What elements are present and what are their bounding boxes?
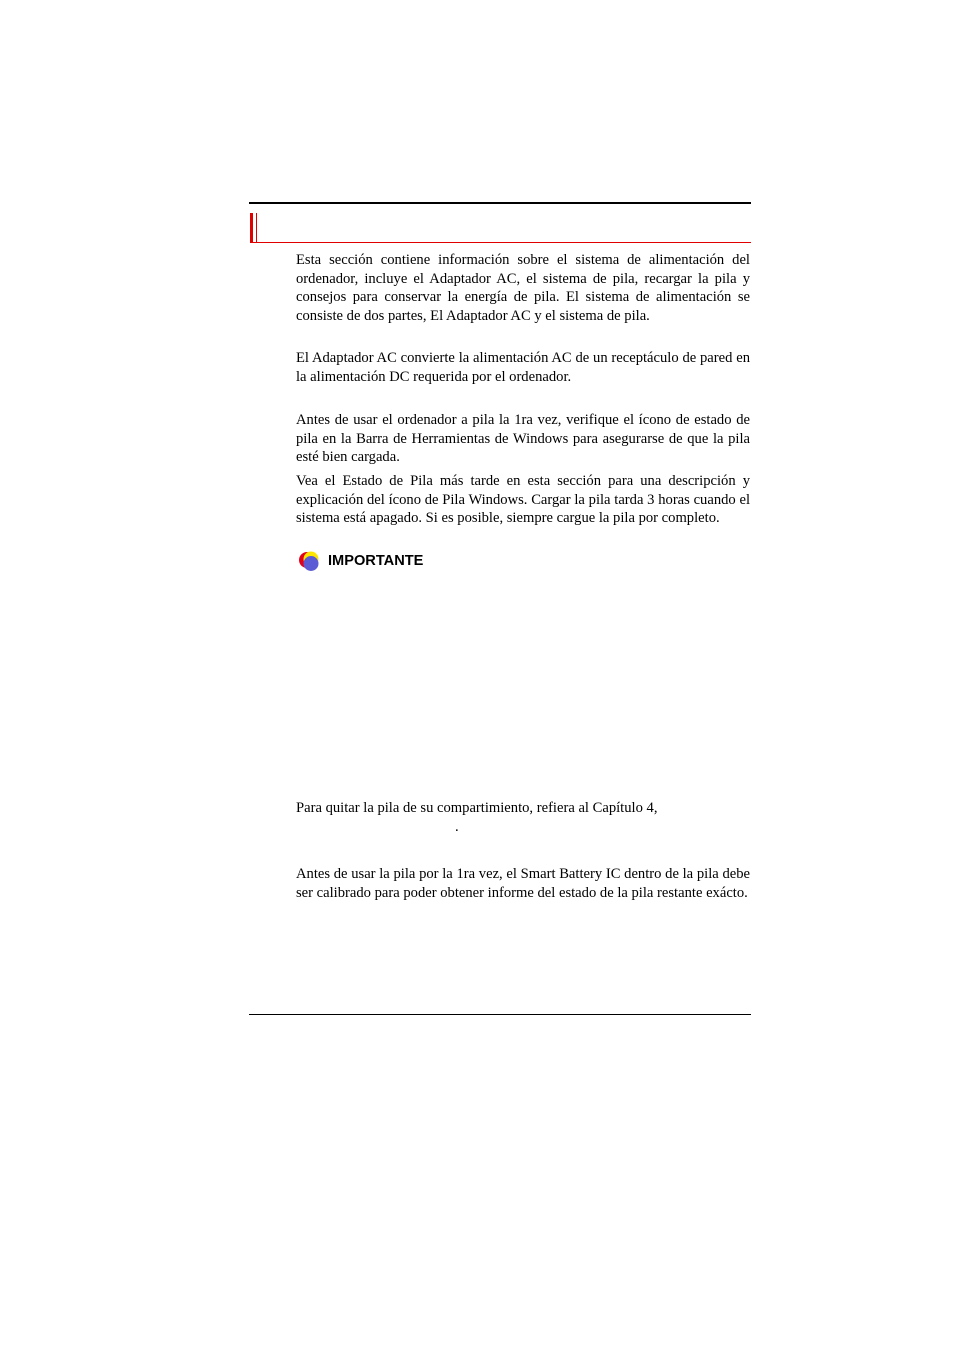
remove-battery-paragraph-end: .: [455, 819, 459, 835]
calibration-paragraph: Antes de usar la pila por la 1ra vez, el Smart Battery IC dentro de la pila debe ser calibrado para poder obtener informe del estado de la pila restante exácto.: [296, 866, 750, 901]
footer-rule: [249, 1014, 751, 1015]
remove-battery-paragraph: Para quitar la pila de su compartimiento, refiera al Capítulo 4,: [296, 800, 658, 816]
section-heading-marker-thin: [256, 213, 257, 243]
battery-check-paragraph: Antes de usar el ordenador a pila la 1ra vez, verifique el ícono de estado de pila en la Barra de Herramientas de Windows para asegurarse de que la pila esté bien cargada.: [296, 412, 750, 466]
important-notice: [298, 549, 423, 573]
section-heading-underline: [250, 242, 751, 243]
battery-status-paragraph: Vea el Estado de Pila más tarde en esta sección para una descripción y explicación del ícono de Pila Windows. Cargar la pila tarda 3 horas cuando el sistema está apagado. Si es posible, siempre cargue la pila por completo.: [296, 473, 750, 527]
ac-adapter-paragraph: El Adaptador AC convierte la alimentación AC de un receptáculo de pared en la alimentación DC requerida por el ordenador.: [296, 350, 750, 385]
header-rule: [249, 202, 751, 204]
intro-paragraph: Esta sección contiene información sobre el sistema de alimentación del ordenador, incluye el Adaptador AC, el sistema de pila, recargar la pila y consejos para conservar la energía de pila. El sistema de alimentación se consiste de dos partes, El Adaptador AC y el sistema de pila.: [296, 252, 750, 324]
important-label: IMPORTANTE: [328, 553, 424, 569]
section-heading-marker: [250, 213, 253, 243]
important-notice-icon: [298, 550, 320, 572]
